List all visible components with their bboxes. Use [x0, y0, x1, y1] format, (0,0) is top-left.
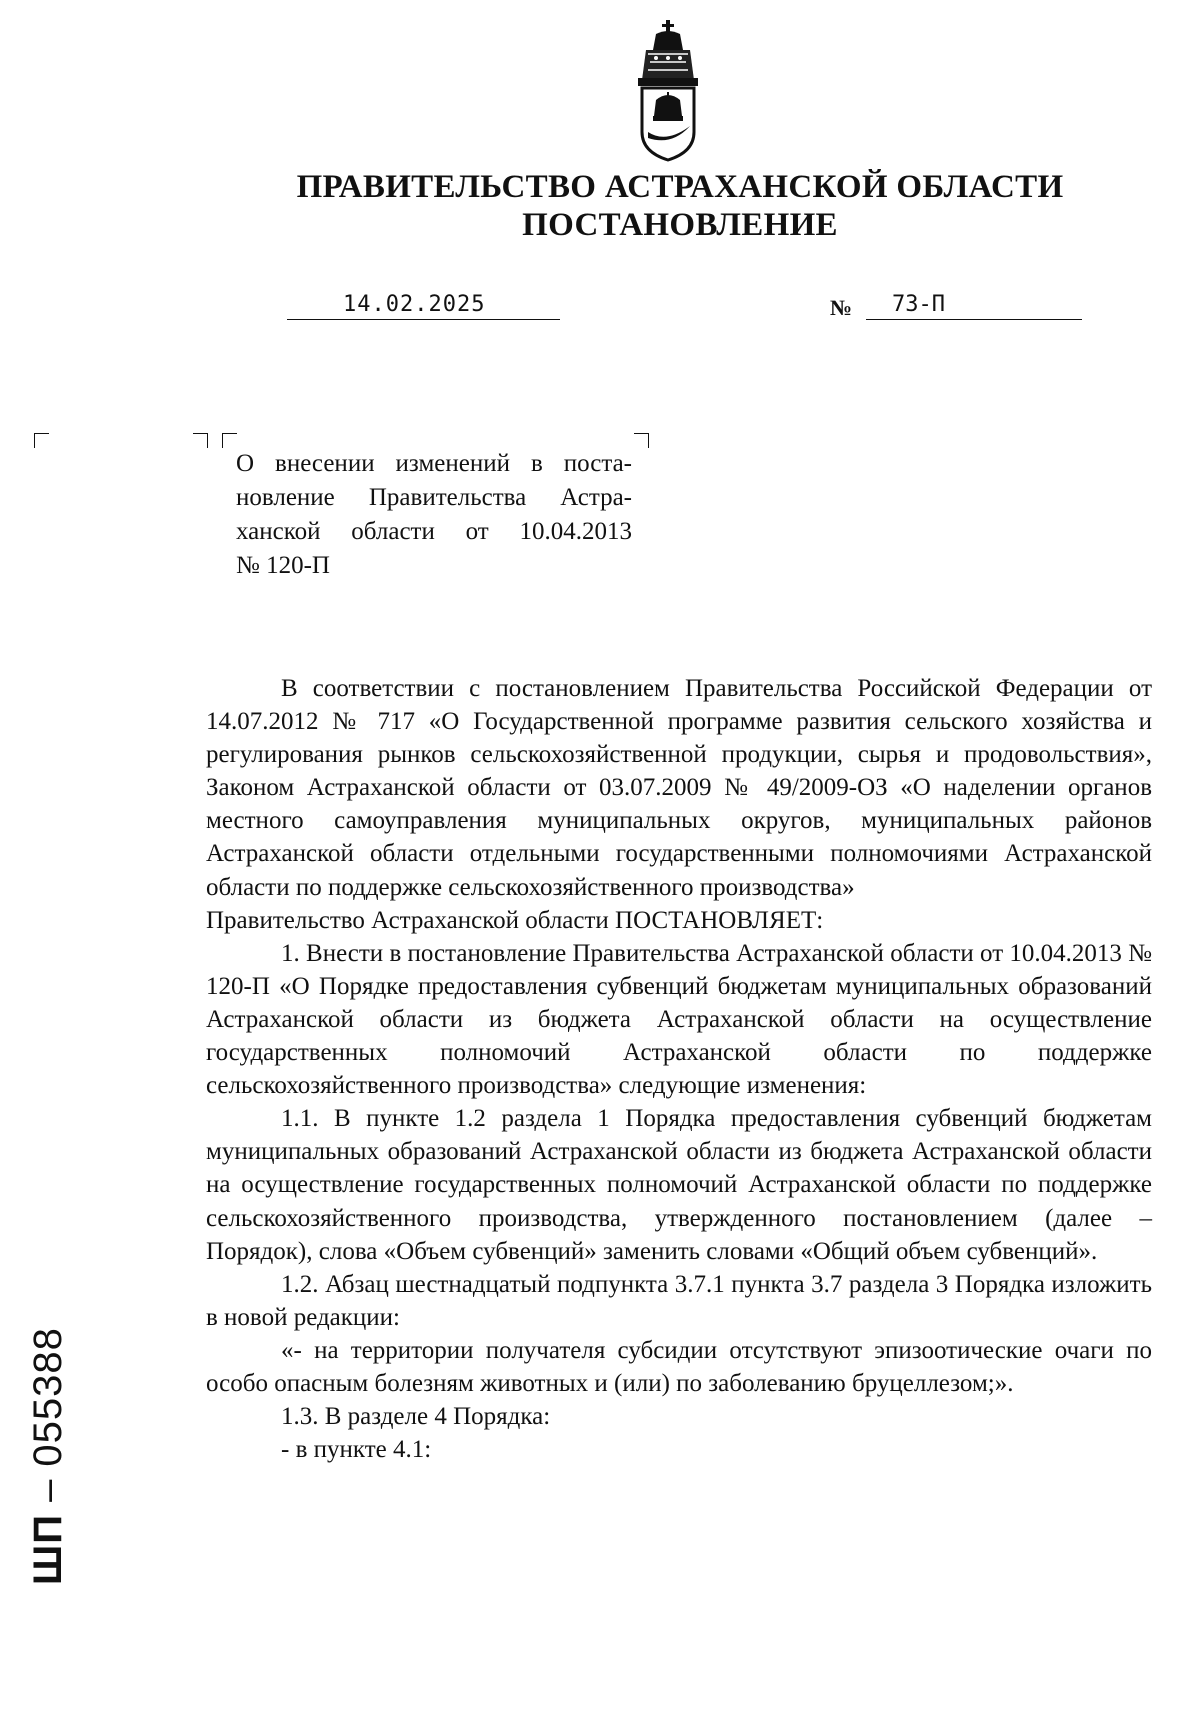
- serial-number: 055388: [26, 1327, 70, 1467]
- doc-date: 14.02.2025: [343, 292, 486, 317]
- subject-line: О внесении изменений в поста-: [236, 450, 632, 477]
- document-header: [0, 168, 1200, 244]
- body-paragraph: «- на территории получателя субсидии отсутствуют эпизоотические очаги по особо опасным болезням животных и (или) по заболеванию бруцеллезом;».: [206, 1336, 1152, 1397]
- document-subject: [236, 447, 632, 583]
- form-serial-number: [18, 1255, 78, 1585]
- body-paragraph: 1.2. Абзац шестнадцатый подпункта 3.7.1 пункта 3.7 раздела 3 Порядка изложить в новой редакции:: [206, 1270, 1152, 1331]
- subject-line: ханской области от 10.04.2013: [236, 518, 632, 545]
- corner-mark: [34, 433, 49, 448]
- body-paragraph: Правительство Астраханской области ПОСТАНОВЛЯЕТ:: [206, 906, 824, 934]
- document-body: [206, 672, 1152, 1466]
- doc-number: 73-П: [892, 292, 945, 317]
- coat-of-arms-icon: [628, 20, 708, 162]
- body-paragraph: 1. Внести в постановление Правительства Астраханской области от 10.04.2013 № 120-П «О Порядке предоставления субвенций бюджетам муниципальных образований Астраханской области из бюджета Астраханской области на осуществление государственных полномочий Астраханской области по поддержке сельскохозяйственного производства» следующие изменения:: [206, 939, 1152, 1100]
- body-paragraph: 1.3. В разделе 4 Порядка:: [281, 1403, 551, 1431]
- corner-mark: [222, 433, 237, 448]
- serial-series: ШП: [26, 1514, 70, 1585]
- subject-line: № 120-П: [236, 552, 330, 579]
- corner-mark: [193, 433, 208, 448]
- body-paragraph: - в пункте 4.1:: [281, 1436, 432, 1464]
- subject-line: новление Правительства Астра-: [236, 484, 632, 511]
- number-sign: №: [830, 295, 853, 320]
- serial-separator: –: [26, 1466, 70, 1515]
- body-paragraph: 1.1. В пункте 1.2 раздела 1 Порядка предоставления субвенций бюджетам муниципальных образований Астраханской области из бюджета Астраханской области на осуществление государственных полномочий Астраханской области по поддержке сельскохозяйственного производства, утвержденного постановлением (далее – Порядок), слова «Объем субвенций» заменить словами «Общий объем субвенций».: [206, 1105, 1152, 1265]
- body-paragraph: В соответствии с постановлением Правительства Российской Федерации от 14.07.2012 № 717 «О Государственной программе развития сельского хозяйства и регулирования рынков сельскохозяйственной продукции, сырья и продовольствия», Законом Астраханской области от 03.07.2009 № 49/2009-ОЗ «О наделении органов местного самоуправления муниципальных округов, муниципальных районов Астраханской области отдельными государственными полномочиями Астраханской области по поддержке сельскохозяйственного производства»: [206, 675, 1152, 901]
- doc-type: ПОСТАНОВЛЕНИЕ: [522, 207, 838, 243]
- corner-mark: [634, 433, 649, 448]
- org-title: ПРАВИТЕЛЬСТВО АСТРАХАНСКОЙ ОБЛАСТИ: [296, 169, 1064, 205]
